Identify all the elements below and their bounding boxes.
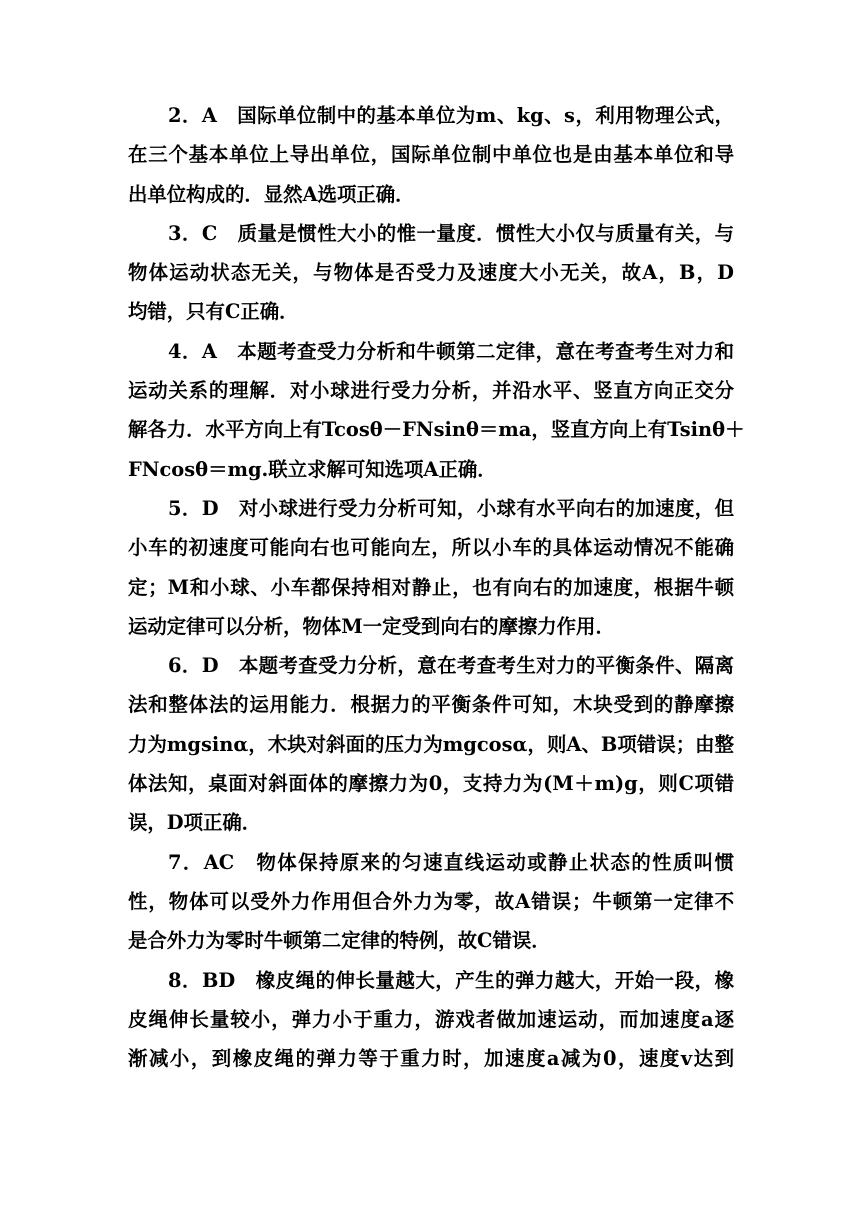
paragraph-answer-8 (128, 961, 734, 1079)
text-line: 是合外力为零时牛顿第二定律的特例，故C错误． (128, 929, 551, 953)
text-line: 7．AC 物体保持原来的匀速直线运动或静止状态的性质叫惯 (168, 850, 734, 874)
text-line: 渐减小，到橡皮绳的弹力等于重力时，加速度a减为0，速度v达到 (128, 1047, 734, 1071)
text-line: 力为mgsinα，木块对斜面的压力为mgcosα，则A、B项错误；由整 (128, 732, 734, 756)
paragraph-answer-6 (128, 646, 734, 842)
paragraph-answer-7 (128, 843, 734, 961)
text-line: 误，D项正确． (128, 811, 262, 835)
text-line: 4．A 本题考查受力分析和牛顿第二定律，意在考查考生对力和 (168, 339, 734, 363)
text-line: 运动定律可以分析，物体M一定受到向右的摩擦力作用． (128, 614, 615, 638)
text-line: 物体运动状态无关，与物体是否受力及速度大小无关，故A，B，D (128, 261, 734, 285)
text-line: 体法知，桌面对斜面体的摩擦力为0，支持力为(M＋m)g，则C项错 (128, 772, 734, 796)
text-line: 法和整体法的运用能力．根据力的平衡条件可知，木块受到的静摩擦 (128, 693, 734, 717)
text-line: 6．D 本题考查受力分析，意在考查考生对力的平衡条件、隔离 (168, 654, 734, 678)
text-line: 2．A 国际单位制中的基本单位为m、kg、s，利用物理公式， (168, 104, 734, 127)
text-line: 3．C 质量是惯性大小的惟一量度．惯性大小仅与质量有关，与 (168, 221, 734, 245)
text-line: 8．BD 橡皮绳的伸长量越大，产生的弹力越大，开始一段，橡 (168, 968, 734, 992)
text-line: FNcosθ＝mg.联立求解可知选项A正确． (128, 457, 497, 481)
text-line: 在三个基本单位上导出单位，国际单位制中单位也是由基本单位和导 (128, 143, 734, 167)
text-line: 均错，只有C正确． (128, 300, 299, 324)
paragraph-answer-5 (128, 489, 734, 646)
paragraph-answer-3 (128, 214, 734, 332)
text-line: 运动关系的理解．对小球进行受力分析，并沿水平、竖直方向正交分 (128, 379, 734, 403)
paragraph-answer-4 (128, 332, 745, 489)
paragraph-answer-2 (128, 96, 734, 214)
text-line: 性，物体可以受外力作用但合外力为零，故A错误；牛顿第一定律不 (128, 889, 734, 913)
text-line: 小车的初速度可能向右也可能向左，所以小车的具体运动情况不能确 (128, 536, 734, 560)
text-line: 定；M和小球、小车都保持相对静止，也有向右的加速度，根据牛顿 (128, 575, 734, 599)
text-line: 皮绳伸长量较小，弹力小于重力，游戏者做加速运动，而加速度a逐 (128, 1007, 734, 1031)
answer-text (128, 96, 745, 1078)
text-line: 出单位构成的．显然A选项正确． (128, 182, 415, 206)
text-line: 解各力．水平方向上有Tcosθ－FNsinθ＝ma，竖直方向上有Tsinθ＋ (128, 418, 745, 442)
text-line: 5．D 对小球进行受力分析可知，小球有水平向右的加速度，但 (168, 496, 734, 520)
